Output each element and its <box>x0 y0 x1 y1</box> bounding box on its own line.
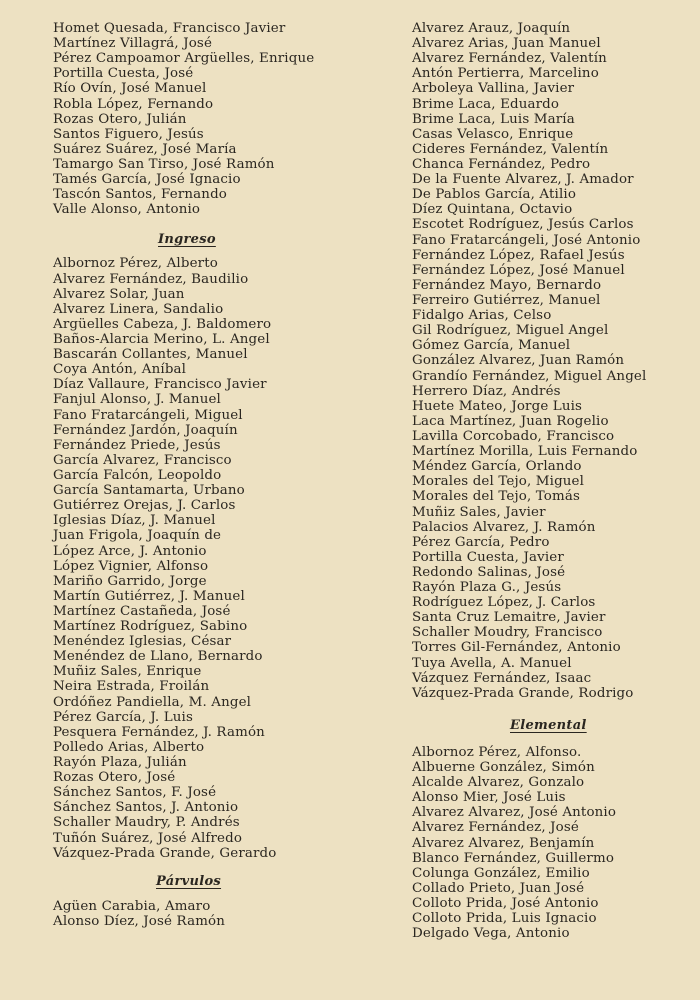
list-item: Rodríguez López, J. Carlos <box>412 595 596 611</box>
list-item: Vázquez Fernández, Isaac <box>412 670 592 686</box>
list-item: Morales del Tejo, Tomás <box>412 489 581 505</box>
list-item: Redondo Salinas, José <box>412 564 566 580</box>
list-item: Colunga González, Emilio <box>412 865 590 881</box>
name-list-ingreso <box>53 256 353 860</box>
list-item: Brime Laca, Luis María <box>412 111 575 127</box>
list-item: Albornoz Pérez, Alberto <box>53 256 218 272</box>
list-item: Alvarez Fernández, José <box>412 820 579 836</box>
list-item: Ordóñez Pandiella, M. Angel <box>53 694 252 710</box>
list-item: Menéndez de Llano, Bernardo <box>53 649 263 665</box>
list-item: Alvarez Alvarez, Benjamín <box>412 835 595 851</box>
section-heading-ingreso: Ingreso <box>158 232 216 248</box>
list-item: López Vignier, Alfonso <box>53 558 209 574</box>
list-item: Mariño Garrido, Jorge <box>53 573 207 589</box>
list-item: Fernández Mayo, Bernardo <box>412 277 602 293</box>
left-column <box>53 21 353 929</box>
list-item: De la Fuente Alvarez, J. Amador <box>412 172 634 188</box>
list-item: Martínez Castañeda, José <box>53 603 231 619</box>
list-item: Coya Antón, Aníbal <box>53 362 187 378</box>
list-item: Argüelles Cabeza, J. Baldomero <box>53 316 272 332</box>
list-item: Juan Frigola, Joaquín de <box>53 528 222 544</box>
list-item: Valle Alonso, Antonio <box>53 202 201 218</box>
list-item: Tuñón Suárez, José Alfredo <box>53 830 243 846</box>
list-item: Alonso Mier, José Luis <box>412 790 566 806</box>
list-item: Martínez Morilla, Luis Fernando <box>412 444 638 460</box>
list-item: López Arce, J. Antonio <box>53 543 207 559</box>
list-item: Fernández Jardón, Joaquín <box>53 422 238 438</box>
list-item: Morales del Tejo, Miguel <box>412 474 585 490</box>
list-item: Albornoz Pérez, Alfonso. <box>412 744 582 760</box>
list-item: Rayón Plaza G., Jesús <box>412 580 562 596</box>
list-item: Antón Pertierra, Marcelino <box>412 66 599 82</box>
list-item: Casas Velasco, Enrique <box>412 126 574 142</box>
list-item: Collado Prieto, Juan José <box>412 880 585 896</box>
list-item: Santa Cruz Lemaitre, Javier <box>412 610 606 626</box>
list-item: Chanca Fernández, Pedro <box>412 156 591 172</box>
list-item: Tuya Avella, A. Manuel <box>412 655 572 671</box>
list-item: Delgado Vega, Antonio <box>412 926 570 942</box>
section-heading-elemental: Elemental <box>510 717 587 733</box>
list-item: Alvarez Arias, Juan Manuel <box>412 36 601 52</box>
list-item: Rozas Otero, Julián <box>53 111 187 127</box>
list-item: Pesquera Fernández, J. Ramón <box>53 724 265 740</box>
list-item: Brime Laca, Eduardo <box>412 96 560 112</box>
list-item: Río Ovín, José Manuel <box>53 81 207 97</box>
list-item: Grandío Fernández, Miguel Angel <box>412 368 647 384</box>
list-item: Blanco Fernández, Guillermo <box>412 850 615 866</box>
list-item: Pérez García, J. Luis <box>53 709 193 725</box>
list-item: Polledo Arias, Alberto <box>53 739 205 755</box>
list-item: Alonso Díez, José Ramón <box>53 913 226 929</box>
name-list-parvulos <box>53 899 353 929</box>
right-column <box>412 21 697 941</box>
list-item: Tascón Santos, Fernando <box>53 187 227 203</box>
list-item: Arboleya Vallina, Javier <box>412 81 575 97</box>
list-item: Torres Gil-Fernández, Antonio <box>412 640 621 656</box>
section-heading-parvulos: Párvulos <box>156 873 222 889</box>
list-item: Tamargo San Tirso, José Ramón <box>53 156 275 172</box>
list-item: Colloto Prida, José Antonio <box>412 896 599 912</box>
list-item: Fanjul Alonso, J. Manuel <box>53 392 221 408</box>
list-item: González Alvarez, Juan Ramón <box>412 353 625 369</box>
list-item: Colloto Prida, Luis Ignacio <box>412 911 597 927</box>
list-item: Díaz Vallaure, Francisco Javier <box>53 377 267 393</box>
list-item: Fernández López, José Manuel <box>412 262 625 278</box>
list-item: Escotet Rodríguez, Jesús Carlos <box>412 217 634 233</box>
list-item: Fernández Priede, Jesús <box>53 437 221 453</box>
list-item: Martínez Villagrá, José <box>53 36 213 52</box>
list-item: Fernández López, Rafael Jesús <box>412 247 625 263</box>
list-item: Fano Fratarcángeli, Miguel <box>53 407 243 423</box>
list-item: Alvarez Fernández, Baudilio <box>53 271 249 287</box>
list-item: Schaller Maudry, P. Andrés <box>53 815 240 831</box>
list-item: Albuerne González, Simón <box>412 760 595 776</box>
list-item: Huete Mateo, Jorge Luis <box>412 398 583 414</box>
list-item: Rozas Otero, José <box>53 770 176 786</box>
list-item: Santos Figuero, Jesús <box>53 126 204 142</box>
list-item: Muñiz Sales, Enrique <box>53 664 202 680</box>
list-item: Palacios Alvarez, J. Ramón <box>412 519 596 535</box>
list-item: Martín Gutiérrez, J. Manuel <box>53 588 245 604</box>
list-item: Schaller Moudry, Francisco <box>412 625 603 641</box>
list-item: Pérez Campoamor Argüelles, Enrique <box>53 51 315 67</box>
list-item: Neira Estrada, Froilán <box>53 679 210 695</box>
list-item: García Falcón, Leopoldo <box>53 467 222 483</box>
list-item: Vázquez-Prada Grande, Gerardo <box>53 845 277 861</box>
list-item: Alvarez Alvarez, José Antonio <box>412 805 617 821</box>
list-item: Fano Fratarcángeli, José Antonio <box>412 232 641 248</box>
list-item: De Pablos García, Atilio <box>412 187 577 203</box>
list-item: Méndez García, Orlando <box>412 459 582 475</box>
list-item: Díez Quintana, Octavio <box>412 202 573 218</box>
list-item: Tamés García, José Ignacio <box>53 172 241 188</box>
list-item: Sánchez Santos, J. Antonio <box>53 800 239 816</box>
list-item: Gómez García, Manuel <box>412 338 571 354</box>
list-item: Gil Rodríguez, Miguel Angel <box>412 323 609 339</box>
list-item: Agüen Carabia, Amaro <box>53 898 211 914</box>
list-item: Lavilla Corcobado, Francisco <box>412 428 615 444</box>
list-item: Robla López, Fernando <box>53 96 214 112</box>
list-item: García Alvarez, Francisco <box>53 452 232 468</box>
list-item: Alvarez Fernández, Valentín <box>412 51 607 67</box>
list-item: Herrero Díaz, Andrés <box>412 383 561 399</box>
list-item: Alvarez Linera, Sandalio <box>53 301 224 317</box>
list-item: Rayón Plaza, Julián <box>53 755 187 771</box>
list-item: Alcalde Alvarez, Gonzalo <box>412 775 585 791</box>
list-item: Homet Quesada, Francisco Javier <box>53 21 286 36</box>
name-list-continued <box>53 21 353 217</box>
list-item: Portilla Cuesta, Javier <box>412 549 564 565</box>
list-item: Alvarez Solar, Juan <box>53 286 185 302</box>
list-item: Martínez Rodríguez, Sabino <box>53 619 248 635</box>
name-list-continued-right <box>412 21 697 701</box>
list-item: Bascarán Collantes, Manuel <box>53 347 248 363</box>
list-item: Fidalgo Arias, Celso <box>412 308 552 324</box>
list-item: Alvarez Arauz, Joaquín <box>412 21 571 36</box>
list-item: Gutiérrez Orejas, J. Carlos <box>53 498 236 514</box>
list-item: Iglesias Díaz, J. Manuel <box>53 513 216 529</box>
list-item: Vázquez-Prada Grande, Rodrigo <box>412 685 634 701</box>
list-item: Laca Martínez, Juan Rogelio <box>412 413 609 429</box>
list-item: Portilla Cuesta, José <box>53 66 194 82</box>
name-list-elemental <box>412 745 697 941</box>
list-item: Suárez Suárez, José María <box>53 141 237 157</box>
list-item: García Santamarta, Urbano <box>53 483 245 499</box>
list-item: Menéndez Iglesias, César <box>53 634 232 650</box>
list-item: Pérez García, Pedro <box>412 534 550 550</box>
list-item: Sánchez Santos, F. José <box>53 785 217 801</box>
list-item: Cideres Fernández, Valentín <box>412 141 609 157</box>
list-item: Muñiz Sales, Javier <box>412 504 546 520</box>
list-item: Baños-Alarcia Merino, L. Angel <box>53 331 270 347</box>
list-item: Ferreiro Gutiérrez, Manuel <box>412 292 601 308</box>
